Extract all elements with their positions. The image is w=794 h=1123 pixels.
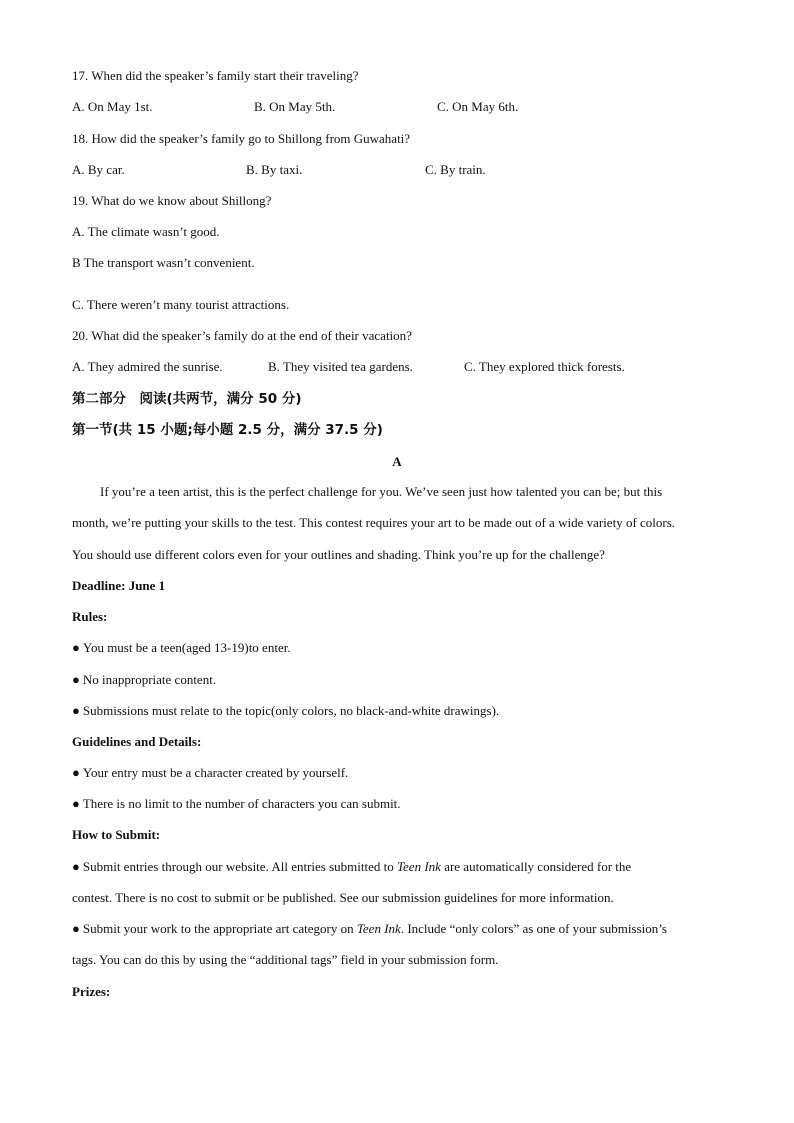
guideline-item: ● Your entry must be a character created by yourself.: [72, 765, 349, 780]
option-17c: C. On May 6th.: [437, 99, 519, 114]
deadline: Deadline: June 1: [72, 578, 166, 593]
bullet-icon: ●: [72, 796, 80, 811]
guideline-item: ● There is no limit to the number of characters you can submit.: [72, 796, 401, 811]
option-17a: A. On May 1st.: [72, 99, 153, 114]
submit-item-2: ● Submit your work to the appropriate art category on Teen Ink. Include “only colors” as one of your submission’s: [72, 921, 667, 936]
passage-intro-line-2: month, we’re putting your skills to the test. This contest requires your art to be made out of a wide variety of colors.: [72, 515, 676, 530]
option-20a: A. They admired the sunrise.: [72, 359, 223, 374]
question-18: 18. How did the speaker’s family go to Shillong from Guwahati?: [72, 131, 411, 146]
bullet-icon: ●: [72, 703, 80, 718]
passage-intro-line-1: If you’re a teen artist, this is the perfect challenge for you. We’ve seen just how talented you can be; but this: [100, 484, 663, 499]
passage-intro-line-3: You should use different colors even for your outlines and shading. Think you’re up for the challenge?: [72, 547, 605, 562]
option-19b: B The transport wasn’t convenient.: [72, 255, 255, 270]
guidelines-heading: Guidelines and Details:: [72, 734, 202, 749]
prizes-heading: Prizes:: [72, 984, 111, 999]
option-19c: C. There weren’t many tourist attractions.: [72, 297, 290, 312]
passage-letter: A: [392, 454, 402, 469]
submit-item-1-continued: contest. There is no cost to submit or be published. See our submission guidelines for more information.: [72, 890, 614, 905]
option-18b: B. By taxi.: [246, 162, 303, 177]
question-17: 17. When did the speaker’s family start their traveling?: [72, 68, 359, 83]
rule-item: ● No inappropriate content.: [72, 672, 217, 687]
bullet-icon: ●: [72, 640, 80, 655]
bullet-icon: ●: [72, 765, 80, 780]
rules-heading: Rules:: [72, 609, 108, 624]
rule-item: ● You must be a teen(aged 13-19)to enter.: [72, 640, 291, 655]
bullet-icon: ●: [72, 672, 80, 687]
option-18c: C. By train.: [425, 162, 486, 177]
bullet-icon: ●: [72, 921, 80, 936]
question-19: 19. What do we know about Shillong?: [72, 193, 272, 208]
rule-item: ● Submissions must relate to the topic(only colors, no black-and-white drawings).: [72, 703, 500, 718]
submit-item-1: ● Submit entries through our website. All entries submitted to Teen Ink are automatically considered for the: [72, 859, 632, 874]
option-20c: C. They explored thick forests.: [464, 359, 625, 374]
section-one-heading: 第一节(共 15 小题;每小题 2.5 分，满分 37.5 分): [72, 422, 383, 438]
option-18a: A. By car.: [72, 162, 125, 177]
option-19a: A. The climate wasn’t good.: [72, 224, 220, 239]
bullet-icon: ●: [72, 859, 80, 874]
submit-heading: How to Submit:: [72, 827, 161, 842]
option-20b: B. They visited tea gardens.: [268, 359, 413, 374]
part-two-heading: 第二部分 阅读(共两节，满分 50 分): [72, 391, 302, 407]
option-17b: B. On May 5th.: [254, 99, 336, 114]
submit-item-2-continued: tags. You can do this by using the “additional tags” field in your submission form.: [72, 952, 499, 967]
question-20: 20. What did the speaker’s family do at the end of their vacation?: [72, 328, 412, 343]
